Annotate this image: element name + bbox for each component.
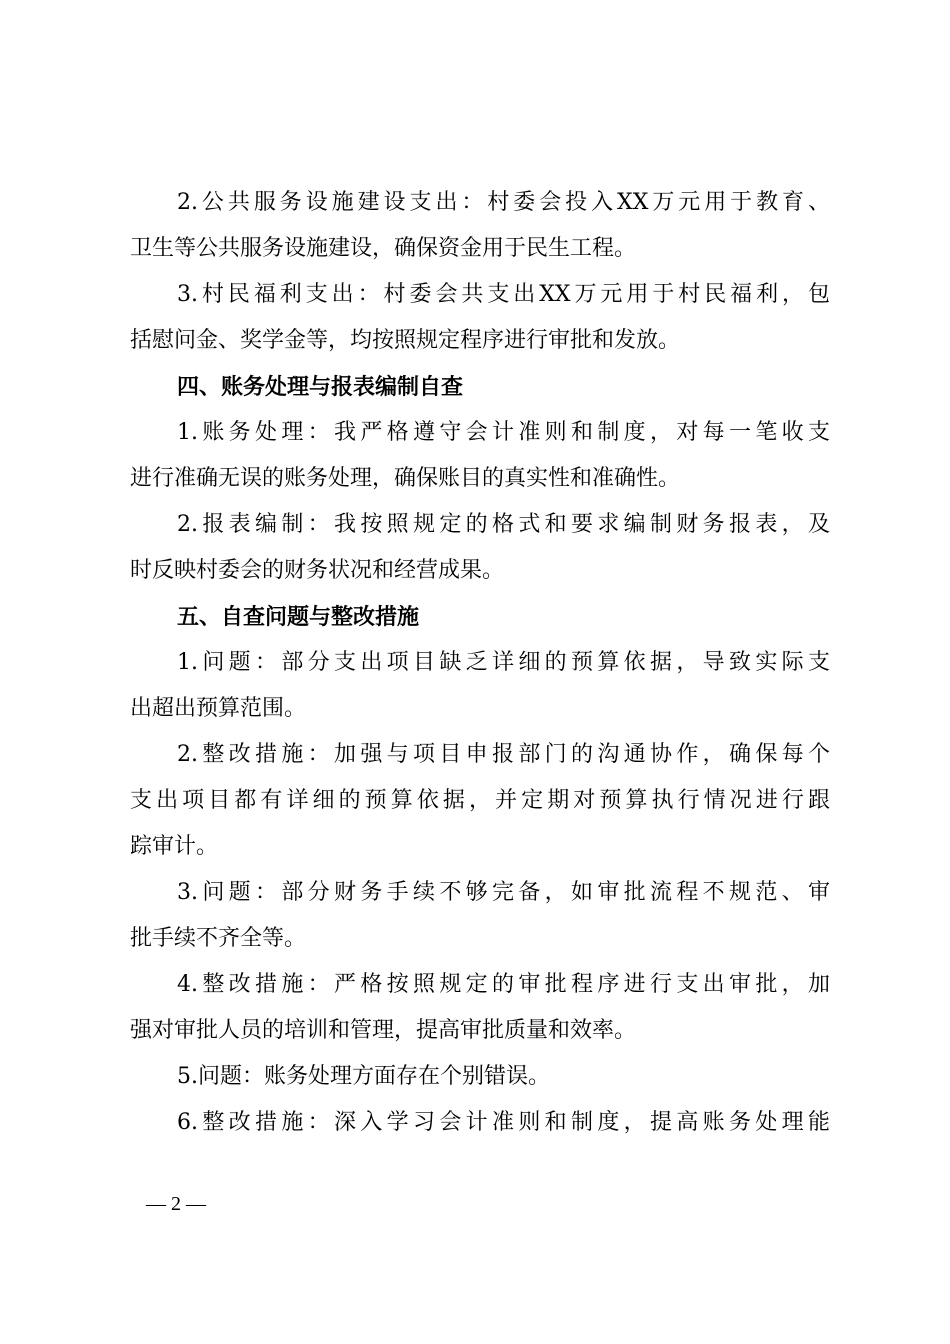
paragraph-line: 括慰问金、奖学金等，均按照规定程序进行审批和发放。 (130, 328, 681, 353)
paragraph-line: 出超出预算范围。 (130, 696, 307, 721)
section-heading: 四、账务处理与报表编制自查 (177, 374, 464, 400)
paragraph-line: 3.村民福利支出：村委会共支出XX万元用于村民福利，包 (177, 282, 830, 307)
paragraph-line: 1.账务处理：我严格遵守会计准则和制度，对每一笔收支 (177, 420, 830, 445)
document-body (130, 180, 830, 1146)
paragraph-line: 进行准确无误的账务处理，确保账目的真实性和准确性。 (130, 466, 681, 491)
paragraph-line: 卫生等公共服务设施建设，确保资金用于民生工程。 (130, 236, 637, 261)
paragraph-line: 强对审批人员的培训和管理，提高审批质量和效率。 (130, 1018, 637, 1043)
paragraph-line: 2.报表编制：我按照规定的格式和要求编制财务报表，及 (177, 512, 830, 537)
paragraph-line: 时反映村委会的财务状况和经营成果。 (130, 558, 505, 583)
section-heading: 五、自查问题与整改措施 (177, 604, 420, 630)
page-number: — 2 — (146, 1193, 206, 1215)
paragraph-line: 2.公共服务设施建设支出：村委会投入XX万元用于教育、 (177, 190, 830, 215)
paragraph-line: 6.整改措施：深入学习会计准则和制度，提高账务处理能 (177, 1110, 830, 1135)
paragraph-line: 批手续不齐全等。 (130, 926, 307, 951)
paragraph-line: 4.整改措施：严格按照规定的审批程序进行支出审批，加 (177, 972, 830, 997)
paragraph-line: 5.问题：账务处理方面存在个别错误。 (177, 1064, 550, 1089)
paragraph-line: 踪审计。 (130, 834, 219, 859)
paragraph-line: 支出项目都有详细的预算依据，并定期对预算执行情况进行跟 (130, 788, 830, 813)
paragraph-line: 1.问题：部分支出项目缺乏详细的预算依据，导致实际支 (177, 650, 830, 675)
paragraph-line: 2.整改措施：加强与项目申报部门的沟通协作，确保每个 (177, 742, 830, 767)
paragraph-line: 3.问题：部分财务手续不够完备，如审批流程不规范、审 (177, 880, 830, 905)
